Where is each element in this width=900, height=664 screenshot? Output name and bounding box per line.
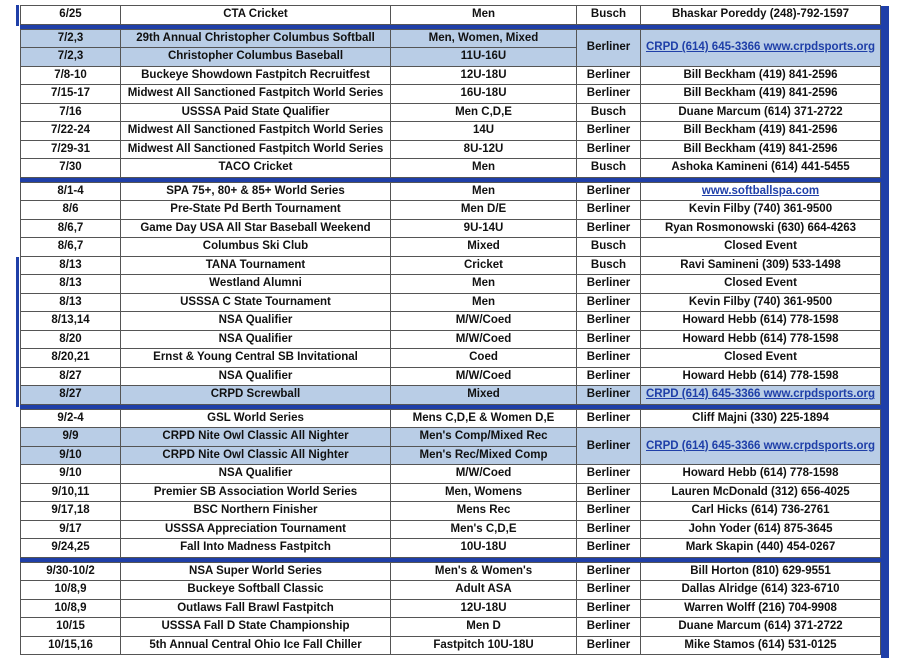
table-row bbox=[21, 312, 881, 331]
division-cell: 10U-18U bbox=[391, 539, 577, 558]
contact-cell: Bhaskar Poreddy (248)-792-1597 bbox=[641, 6, 881, 25]
division-cell: Men C,D,E bbox=[391, 103, 577, 122]
location-cell: Berliner bbox=[577, 293, 641, 312]
division-cell: Men's Comp/Mixed Rec bbox=[391, 428, 577, 447]
contact-cell: Duane Marcum (614) 371-2722 bbox=[641, 618, 881, 637]
table-row bbox=[21, 293, 881, 312]
contact-cell: Lauren McDonald (312) 656-4025 bbox=[641, 483, 881, 502]
division-cell: 11U-16U bbox=[391, 48, 577, 67]
division-cell: Mixed bbox=[391, 238, 577, 257]
location-cell: Berliner bbox=[577, 502, 641, 521]
location-cell: Berliner bbox=[577, 29, 641, 66]
contact-cell: Cliff Majni (330) 225-1894 bbox=[641, 409, 881, 428]
table-row bbox=[21, 618, 881, 637]
division-cell: Coed bbox=[391, 349, 577, 368]
event-cell: Pre-State Pd Berth Tournament bbox=[121, 201, 391, 220]
location-cell: Berliner bbox=[577, 122, 641, 141]
event-cell: Westland Alumni bbox=[121, 275, 391, 294]
location-cell: Berliner bbox=[577, 465, 641, 484]
table-row bbox=[21, 562, 881, 581]
contact-cell: Bill Beckham (419) 841-2596 bbox=[641, 122, 881, 141]
event-cell: Fall Into Madness Fastpitch bbox=[121, 539, 391, 558]
date-cell: 8/27 bbox=[21, 367, 121, 386]
division-cell: 9U-14U bbox=[391, 219, 577, 238]
division-cell: 12U-18U bbox=[391, 599, 577, 618]
location-cell: Berliner bbox=[577, 618, 641, 637]
event-cell: SPA 75+, 80+ & 85+ World Series bbox=[121, 182, 391, 201]
location-cell: Busch bbox=[577, 6, 641, 25]
division-cell: M/W/Coed bbox=[391, 312, 577, 331]
event-cell: GSL World Series bbox=[121, 409, 391, 428]
date-cell: 7/2,3 bbox=[21, 29, 121, 48]
location-cell: Berliner bbox=[577, 581, 641, 600]
table-row bbox=[21, 122, 881, 141]
location-cell: Berliner bbox=[577, 428, 641, 465]
date-cell: 7/30 bbox=[21, 159, 121, 178]
event-cell: NSA Super World Series bbox=[121, 562, 391, 581]
location-cell: Berliner bbox=[577, 312, 641, 331]
location-cell: Berliner bbox=[577, 349, 641, 368]
event-cell: NSA Qualifier bbox=[121, 465, 391, 484]
location-cell: Berliner bbox=[577, 182, 641, 201]
date-cell: 8/13 bbox=[21, 293, 121, 312]
location-cell: Berliner bbox=[577, 636, 641, 655]
table-row bbox=[21, 386, 881, 405]
location-cell: Berliner bbox=[577, 562, 641, 581]
contact-cell: Howard Hebb (614) 778-1598 bbox=[641, 312, 881, 331]
contact-cell: Bill Beckham (419) 841-2596 bbox=[641, 85, 881, 104]
contact-cell: Kevin Filby (740) 361-9500 bbox=[641, 293, 881, 312]
date-cell: 7/16 bbox=[21, 103, 121, 122]
division-cell: Men D/E bbox=[391, 201, 577, 220]
date-cell: 8/6,7 bbox=[21, 219, 121, 238]
contact-cell: Bill Horton (810) 629-9551 bbox=[641, 562, 881, 581]
date-cell: 9/17,18 bbox=[21, 502, 121, 521]
table-row bbox=[21, 349, 881, 368]
date-cell: 10/15,16 bbox=[21, 636, 121, 655]
date-cell: 7/22-24 bbox=[21, 122, 121, 141]
division-cell: Men bbox=[391, 159, 577, 178]
date-cell: 8/13,14 bbox=[21, 312, 121, 331]
crpd-link[interactable]: CRPD (614) 645-3366 www.crpdsports.org bbox=[645, 388, 875, 401]
location-cell: Berliner bbox=[577, 483, 641, 502]
date-cell: 8/27 bbox=[21, 386, 121, 405]
date-cell: 8/6,7 bbox=[21, 238, 121, 257]
location-cell: Berliner bbox=[577, 140, 641, 159]
contact-cell: Howard Hebb (614) 778-1598 bbox=[641, 367, 881, 386]
date-cell: 8/1-4 bbox=[21, 182, 121, 201]
division-cell: Cricket bbox=[391, 256, 577, 275]
division-cell: 8U-12U bbox=[391, 140, 577, 159]
division-cell: Mens C,D,E & Women D,E bbox=[391, 409, 577, 428]
date-cell: 7/8-10 bbox=[21, 66, 121, 85]
date-cell: 9/9 bbox=[21, 428, 121, 447]
location-cell: Busch bbox=[577, 103, 641, 122]
contact-cell: Duane Marcum (614) 371-2722 bbox=[641, 103, 881, 122]
contact-cell: Howard Hebb (614) 778-1598 bbox=[641, 465, 881, 484]
table-row bbox=[21, 636, 881, 655]
event-cell: Ernst & Young Central SB Invitational bbox=[121, 349, 391, 368]
event-cell: TANA Tournament bbox=[121, 256, 391, 275]
table-row bbox=[21, 6, 881, 25]
date-cell: 9/10 bbox=[21, 465, 121, 484]
division-cell: M/W/Coed bbox=[391, 367, 577, 386]
division-cell: Men's Rec/Mixed Comp bbox=[391, 446, 577, 465]
division-cell: Men bbox=[391, 182, 577, 201]
event-cell: 5th Annual Central Ohio Ice Fall Chiller bbox=[121, 636, 391, 655]
event-cell: Midwest All Sanctioned Fastpitch World Series bbox=[121, 140, 391, 159]
date-cell: 10/8,9 bbox=[21, 599, 121, 618]
division-cell: 12U-18U bbox=[391, 66, 577, 85]
table-row bbox=[21, 140, 881, 159]
contact-cell: Bill Beckham (419) 841-2596 bbox=[641, 66, 881, 85]
division-cell: Men's C,D,E bbox=[391, 520, 577, 539]
contact-cell: Carl Hicks (614) 736-2761 bbox=[641, 502, 881, 521]
date-cell: 9/30-10/2 bbox=[21, 562, 121, 581]
location-cell: Berliner bbox=[577, 66, 641, 85]
table-row bbox=[21, 182, 881, 201]
contact-cell: John Yoder (614) 875-3645 bbox=[641, 520, 881, 539]
division-cell: Mens Rec bbox=[391, 502, 577, 521]
crpd-link[interactable]: CRPD (614) 645-3366 www.crpdsports.org bbox=[645, 439, 875, 452]
date-cell: 9/17 bbox=[21, 520, 121, 539]
table-row bbox=[21, 219, 881, 238]
date-cell: 9/2-4 bbox=[21, 409, 121, 428]
event-cell: CRPD Nite Owl Classic All Nighter bbox=[121, 446, 391, 465]
table-row bbox=[21, 330, 881, 349]
contact-cell: Kevin Filby (740) 361-9500 bbox=[641, 201, 881, 220]
event-cell: CTA Cricket bbox=[121, 6, 391, 25]
contact-cell: Ryan Rosmonowski (630) 664-4263 bbox=[641, 219, 881, 238]
table-row bbox=[21, 201, 881, 220]
event-cell: Midwest All Sanctioned Fastpitch World Series bbox=[121, 122, 391, 141]
division-cell: Men bbox=[391, 6, 577, 25]
contact-cell: Bill Beckham (419) 841-2596 bbox=[641, 140, 881, 159]
division-cell: Mixed bbox=[391, 386, 577, 405]
date-cell: 9/24,25 bbox=[21, 539, 121, 558]
left-frame-bar bbox=[16, 5, 19, 26]
location-cell: Berliner bbox=[577, 539, 641, 558]
division-cell: Men bbox=[391, 275, 577, 294]
date-cell: 8/13 bbox=[21, 275, 121, 294]
event-cell: Christopher Columbus Baseball bbox=[121, 48, 391, 67]
contact-cell: Ravi Samineni (309) 533-1498 bbox=[641, 256, 881, 275]
location-cell: Busch bbox=[577, 238, 641, 257]
division-cell: 14U bbox=[391, 122, 577, 141]
division-cell: 16U-18U bbox=[391, 85, 577, 104]
contact-cell: Mike Stamos (614) 531-0125 bbox=[641, 636, 881, 655]
contact-cell: Ashoka Kamineni (614) 441-5455 bbox=[641, 159, 881, 178]
location-cell: Berliner bbox=[577, 409, 641, 428]
event-cell: Buckeye Softball Classic bbox=[121, 581, 391, 600]
softballspa-link[interactable]: www.softballspa.com bbox=[701, 184, 820, 197]
table-row bbox=[21, 29, 881, 48]
location-cell: Busch bbox=[577, 256, 641, 275]
event-cell: NSA Qualifier bbox=[121, 312, 391, 331]
event-cell: NSA Qualifier bbox=[121, 367, 391, 386]
table-row bbox=[21, 409, 881, 428]
division-cell: M/W/Coed bbox=[391, 330, 577, 349]
table-row bbox=[21, 599, 881, 618]
event-cell: Buckeye Showdown Fastpitch Recruitfest bbox=[121, 66, 391, 85]
table-row bbox=[21, 275, 881, 294]
location-cell: Berliner bbox=[577, 275, 641, 294]
location-cell: Berliner bbox=[577, 367, 641, 386]
table-row bbox=[21, 238, 881, 257]
contact-link[interactable] bbox=[641, 182, 881, 201]
date-cell: 7/2,3 bbox=[21, 48, 121, 67]
date-cell: 10/8,9 bbox=[21, 581, 121, 600]
left-frame-bar bbox=[16, 257, 19, 407]
location-cell: Berliner bbox=[577, 219, 641, 238]
location-cell: Berliner bbox=[577, 201, 641, 220]
contact-cell: Dallas Alridge (614) 323-6710 bbox=[641, 581, 881, 600]
contact-cell: Closed Event bbox=[641, 238, 881, 257]
table-row bbox=[21, 483, 881, 502]
event-cell: Outlaws Fall Brawl Fastpitch bbox=[121, 599, 391, 618]
division-cell: M/W/Coed bbox=[391, 465, 577, 484]
event-cell: CRPD Screwball bbox=[121, 386, 391, 405]
location-cell: Berliner bbox=[577, 599, 641, 618]
contact-cell: Closed Event bbox=[641, 349, 881, 368]
table-row bbox=[21, 520, 881, 539]
division-cell: Adult ASA bbox=[391, 581, 577, 600]
table-row bbox=[21, 159, 881, 178]
contact-link[interactable] bbox=[641, 428, 881, 465]
division-cell: Men, Women, Mixed bbox=[391, 29, 577, 48]
table-row bbox=[21, 581, 881, 600]
contact-link[interactable] bbox=[641, 386, 881, 405]
crpd-link[interactable]: CRPD (614) 645-3366 www.crpdsports.org bbox=[645, 41, 875, 53]
division-cell: Men bbox=[391, 293, 577, 312]
right-frame-bar bbox=[881, 6, 889, 658]
event-cell: Game Day USA All Star Baseball Weekend bbox=[121, 219, 391, 238]
date-cell: 10/15 bbox=[21, 618, 121, 637]
event-cell: USSSA C State Tournament bbox=[121, 293, 391, 312]
location-cell: Berliner bbox=[577, 85, 641, 104]
table-row bbox=[21, 428, 881, 447]
event-cell: USSSA Appreciation Tournament bbox=[121, 520, 391, 539]
event-cell: NSA Qualifier bbox=[121, 330, 391, 349]
event-schedule-table bbox=[20, 5, 881, 655]
date-cell: 8/13 bbox=[21, 256, 121, 275]
date-cell: 9/10 bbox=[21, 446, 121, 465]
event-cell: 29th Annual Christopher Columbus Softball bbox=[121, 29, 391, 48]
table-row bbox=[21, 367, 881, 386]
contact-cell: Closed Event bbox=[641, 275, 881, 294]
date-cell: 6/25 bbox=[21, 6, 121, 25]
event-cell: TACO Cricket bbox=[121, 159, 391, 178]
table-row bbox=[21, 103, 881, 122]
location-cell: Berliner bbox=[577, 386, 641, 405]
location-cell: Berliner bbox=[577, 330, 641, 349]
event-cell: CRPD Nite Owl Classic All Nighter bbox=[121, 428, 391, 447]
contact-cell: Mark Skapin (440) 454-0267 bbox=[641, 539, 881, 558]
date-cell: 8/20 bbox=[21, 330, 121, 349]
event-cell: Midwest All Sanctioned Fastpitch World Series bbox=[121, 85, 391, 104]
table-row bbox=[21, 85, 881, 104]
contact-cell: Howard Hebb (614) 778-1598 bbox=[641, 330, 881, 349]
location-cell: Busch bbox=[577, 159, 641, 178]
event-cell: Columbus Ski Club bbox=[121, 238, 391, 257]
contact-cell: Warren Wolff (216) 704-9908 bbox=[641, 599, 881, 618]
event-cell: Premier SB Association World Series bbox=[121, 483, 391, 502]
division-cell: Men D bbox=[391, 618, 577, 637]
event-cell: USSSA Paid State Qualifier bbox=[121, 103, 391, 122]
division-cell: Men, Womens bbox=[391, 483, 577, 502]
table-row bbox=[21, 256, 881, 275]
date-cell: 7/15-17 bbox=[21, 85, 121, 104]
location-cell: Berliner bbox=[577, 520, 641, 539]
table-row bbox=[21, 539, 881, 558]
division-cell: Men's & Women's bbox=[391, 562, 577, 581]
event-cell: BSC Northern Finisher bbox=[121, 502, 391, 521]
event-cell: USSSA Fall D State Championship bbox=[121, 618, 391, 637]
contact-link[interactable] bbox=[641, 29, 881, 66]
date-cell: 8/20,21 bbox=[21, 349, 121, 368]
table-row bbox=[21, 66, 881, 85]
date-cell: 7/29-31 bbox=[21, 140, 121, 159]
division-cell: Fastpitch 10U-18U bbox=[391, 636, 577, 655]
table-row bbox=[21, 465, 881, 484]
date-cell: 9/10,11 bbox=[21, 483, 121, 502]
date-cell: 8/6 bbox=[21, 201, 121, 220]
table-row bbox=[21, 502, 881, 521]
